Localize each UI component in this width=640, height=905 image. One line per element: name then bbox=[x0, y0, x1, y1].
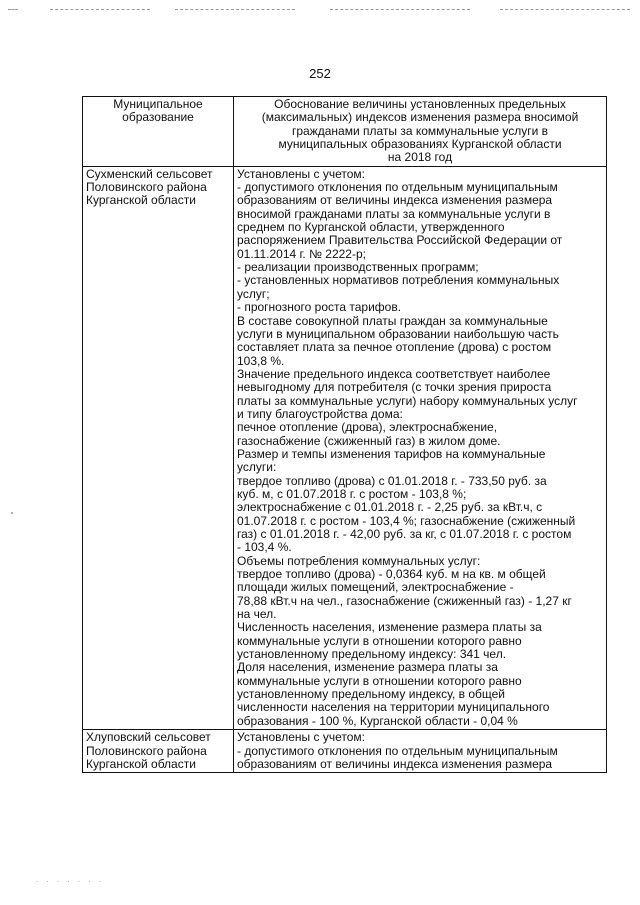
text-line: Сухменский сельсовет bbox=[86, 166, 213, 181]
text-line: площади жилых помещений, электроснабжение - bbox=[237, 580, 514, 595]
text-line: Курганской области bbox=[86, 193, 196, 208]
header-municipality: Муниципальное образование bbox=[83, 97, 234, 167]
text-line: - установленных нормативов потребления коммунальных bbox=[237, 273, 560, 288]
text-line: Доля населения, изменение размера платы за bbox=[237, 660, 498, 675]
text-line: газоснабжение (сжиженный газ) в жилом доме. bbox=[237, 433, 501, 448]
text-line: твердое топливо (дрова) с 01.01.2018 г. - 733,50 руб. за bbox=[237, 473, 547, 488]
text-line: коммунальные услуги в отношении которого равно bbox=[237, 673, 522, 688]
text-line: образованиям от величины индекса изменения размера bbox=[237, 193, 553, 208]
text-line: Численность населения, изменение размера платы за bbox=[237, 620, 542, 635]
text-line: Обоснование величины установленных предельных bbox=[274, 97, 566, 111]
text-line: установленному предельному индексу, в общей bbox=[237, 687, 505, 702]
justification-table bbox=[82, 96, 607, 773]
scan-artifact bbox=[8, 9, 18, 10]
header-justification bbox=[234, 97, 607, 167]
text-line: вносимой гражданами платы за коммунальные услуги в bbox=[237, 206, 551, 221]
text-line: на чел. bbox=[237, 607, 277, 622]
text-line: 78,88 кВт.ч на чел., газоснабжение (сжиженный газ) - 1,27 кг bbox=[237, 593, 572, 608]
text-line: электроснабжение с 01.01.2018 г. - 2,25 руб. за кВт.ч, с bbox=[237, 500, 543, 515]
scan-artifact bbox=[50, 9, 150, 10]
text-line: Установлены с учетом: bbox=[237, 166, 365, 181]
text-line: платы за коммунальные услуги) набору коммунальных услуг bbox=[237, 393, 578, 408]
municipality-name bbox=[83, 730, 234, 773]
text-line: В составе совокупной платы граждан за коммунальные bbox=[237, 313, 548, 328]
text-line: коммунальные услуги в отношении которого равно bbox=[237, 633, 522, 648]
text-line: гражданами платы за коммунальные услуги в bbox=[291, 123, 549, 138]
text-line: Хлуповский сельсовет bbox=[86, 730, 211, 745]
text-line: Половинского района bbox=[86, 743, 207, 758]
justification-text bbox=[234, 730, 607, 773]
text-line: на 2018 год bbox=[387, 150, 453, 165]
text-line: - допустимого отклонения по отдельным муниципальным bbox=[237, 180, 558, 195]
scan-artifact: . . . . . . . bbox=[36, 875, 104, 884]
text-line: образования - 100 %, Курганской области - 0,04 % bbox=[237, 713, 518, 728]
text-line: Значение предельного индекса соответствует наиболее bbox=[237, 366, 551, 381]
text-line: распоряжением Правительства Российской Федерации от bbox=[237, 233, 563, 248]
table-header-row bbox=[83, 97, 607, 167]
text-line: Курганской области bbox=[86, 756, 196, 771]
municipality-name bbox=[83, 166, 234, 729]
scan-artifact bbox=[330, 9, 470, 10]
text-line: Половинского района bbox=[86, 180, 207, 195]
text-line: составляет плата за печное отопление (дрова) с ростом bbox=[237, 340, 552, 355]
text-line: образованиям от величины индекса изменения размера bbox=[237, 756, 553, 771]
scan-artifact bbox=[500, 9, 630, 10]
text-line: Объемы потребления коммунальных услуг: bbox=[237, 553, 481, 568]
text-line: Размер и темпы изменения тарифов на коммунальные bbox=[237, 446, 546, 461]
text-line: установленному предельному индексу: 341 чел. bbox=[237, 647, 507, 662]
text-line: муниципальных образованиях Курганской области bbox=[278, 137, 562, 152]
text-line: куб. м, с 01.07.2018 г. с ростом - 103,8 %; bbox=[237, 486, 467, 501]
text-line: твердое топливо (дрова) - 0,0364 куб. м на кв. м общей bbox=[237, 567, 546, 582]
text-line: печное отопление (дрова), электроснабжение, bbox=[237, 420, 498, 435]
text-line: - реализации производственных программ; bbox=[237, 260, 479, 275]
text-line: 01.11.2014 г. № 2222-р; bbox=[237, 246, 366, 261]
text-line: услуг; bbox=[237, 286, 270, 301]
scan-artifact bbox=[175, 9, 295, 10]
page-number: 252 bbox=[309, 66, 331, 81]
text-line: (максимальных) индексов изменения размера вносимой bbox=[261, 110, 579, 125]
text-line: газ) с 01.01.2018 г. - 42,00 руб. за кг, с 01.07.2018 г. с ростом bbox=[237, 527, 572, 541]
text-line: среднем по Курганской области, утвержденного bbox=[237, 220, 505, 235]
text-line: Установлены с учетом: bbox=[237, 730, 365, 745]
text-line: - допустимого отклонения по отдельным муниципальным bbox=[237, 743, 558, 758]
text-line: 01.07.2018 г. с ростом - 103,4 %; газоснабжение (сжиженный bbox=[237, 513, 576, 528]
justification-text bbox=[234, 166, 607, 729]
text-line: и типу благоустройства дома: bbox=[237, 406, 403, 421]
text-line: численности населения на территории муниципального bbox=[237, 700, 550, 715]
text-line: невыгодному для потребителя (с точки зрения прироста bbox=[237, 380, 552, 395]
text-line: 103,8 %. bbox=[237, 353, 285, 368]
text-line: услуги в муниципальном образовании наибольшую часть bbox=[237, 326, 559, 341]
text-line: - 103,4 %. bbox=[237, 540, 292, 555]
table-row bbox=[83, 166, 607, 729]
table-row bbox=[83, 730, 607, 773]
text-line: - прогнозного роста тарифов. bbox=[237, 300, 402, 315]
scan-speck bbox=[11, 512, 13, 514]
text-line: услуги: bbox=[237, 460, 277, 475]
